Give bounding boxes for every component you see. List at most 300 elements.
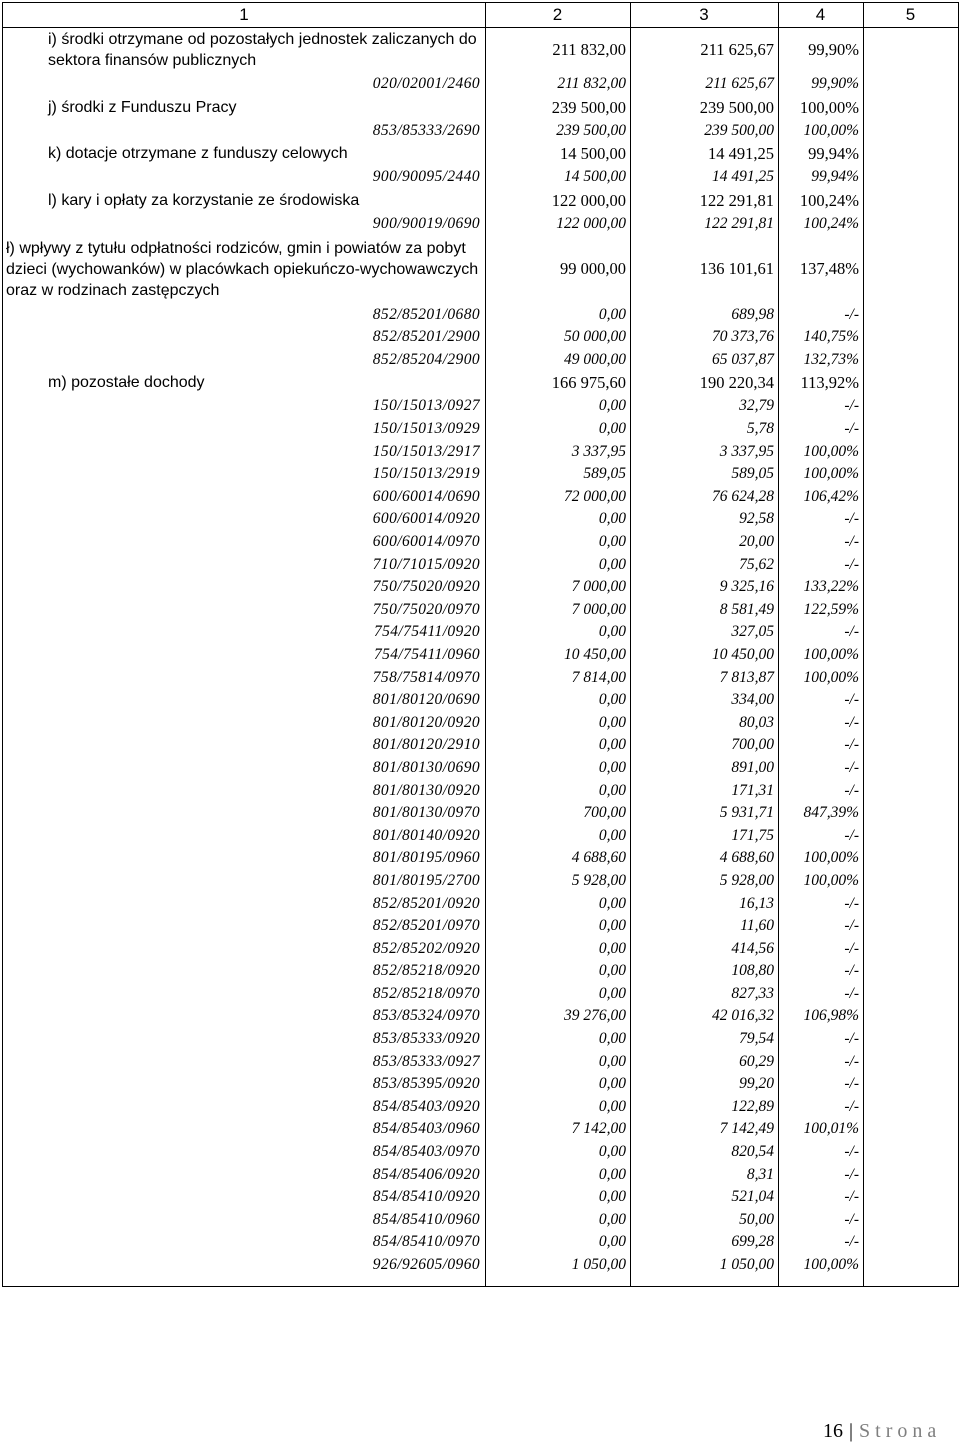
empty-cell [863,395,958,418]
empty-cell [863,734,958,757]
execution-value: 65 037,87 [712,350,774,368]
empty-cell [863,142,958,166]
detail-row [3,666,958,689]
classification-code: 900/90095/2440 [372,168,480,186]
classification-code: 854/85410/0920 [372,1188,480,1206]
detail-row [3,120,958,143]
execution-value: 99,20 [739,1075,774,1093]
empty-cell [863,689,958,712]
detail-row [3,531,958,554]
plan-value: 0,00 [598,691,626,709]
detail-row [3,73,958,96]
classification-code: 801/80120/0920 [372,713,480,731]
percent-value: 132,73% [803,350,859,368]
detail-row [3,1028,958,1051]
execution-value: 7 142,49 [719,1120,774,1138]
empty-cell [863,96,958,120]
classification-code: 854/85406/0920 [372,1165,480,1183]
execution-value: 3 337,95 [719,442,774,460]
empty-cell [863,531,958,554]
detail-row [3,486,958,509]
execution-value: 211 625,67 [705,75,774,93]
plan-value: 0,00 [598,510,626,528]
classification-code: 150/15013/0929 [372,420,480,438]
execution-value: 50,00 [739,1210,774,1228]
plan-value: 14 500,00 [564,168,626,186]
category-label: l) kary i opłaty za korzystanie ze środowiska [48,191,360,209]
percent-value: -/- [844,1165,859,1183]
plan-value: 0,00 [598,1143,626,1161]
empty-cell [863,1141,958,1164]
classification-code: 754/75411/0960 [373,645,480,663]
execution-value: 8 581,49 [719,600,774,618]
detail-row [3,1118,958,1141]
empty-cell [863,326,958,349]
classification-code: 852/85218/0920 [372,962,480,980]
execution-value: 4 688,60 [719,849,774,867]
classification-code: 801/80195/2700 [372,871,480,889]
percent-value: -/- [844,1188,859,1206]
execution-value: 521,04 [731,1188,774,1206]
percent-value: -/- [844,623,859,641]
percent-value: 99,90% [808,40,859,59]
plan-value: 0,00 [598,1210,626,1228]
percent-value: 100,00% [803,849,859,867]
classification-code: 600/60014/0920 [372,510,480,528]
detail-row [3,1231,958,1254]
plan-value: 7 000,00 [571,578,626,596]
category-row [3,96,958,120]
footer-separator: | [849,1420,854,1442]
percent-value: 133,22% [803,578,859,596]
empty-cell [863,1186,958,1209]
plan-value: 700,00 [583,804,626,822]
classification-code: 150/15013/2917 [372,442,480,460]
detail-row [3,349,958,372]
detail-row [3,1254,958,1277]
execution-value: 11,60 [740,917,774,935]
classification-code: 801/80120/2910 [372,736,480,754]
empty-cell [863,463,958,486]
plan-value: 0,00 [598,305,626,323]
empty-cell [863,847,958,870]
execution-value: 891,00 [731,758,774,776]
execution-value: 5 931,71 [719,804,774,822]
detail-row [3,1073,958,1096]
percent-value: 106,98% [803,1007,859,1025]
classification-code: 758/75814/0970 [372,668,480,686]
percent-value: -/- [844,1075,859,1093]
percent-value: 100,00% [803,1256,859,1274]
detail-row [3,1163,958,1186]
table-header-row [3,3,958,27]
column-header-3: 3 [699,5,709,24]
category-label: k) dotacje otrzymane z funduszy celowych [48,145,348,163]
column-header-4: 4 [815,5,826,24]
classification-code: 852/85201/0920 [372,894,480,912]
execution-value: 589,05 [731,465,774,483]
percent-value: -/- [844,962,859,980]
execution-value: 171,31 [731,781,774,799]
detail-row [3,621,958,644]
percent-value: -/- [844,510,859,528]
execution-value: 190 220,34 [699,373,774,393]
plan-value: 239 500,00 [556,121,626,139]
plan-value: 0,00 [598,758,626,776]
percent-value: -/- [844,713,859,731]
empty-cell [863,213,958,236]
execution-value: 1 050,00 [719,1256,774,1274]
execution-value: 70 373,76 [712,328,774,346]
classification-code: 801/80130/0920 [372,781,480,799]
detail-row [3,983,958,1006]
detail-row [3,440,958,463]
percent-value: -/- [844,420,859,438]
percent-value: -/- [844,1233,859,1251]
execution-value: 327,05 [731,623,774,641]
empty-cell [863,371,958,395]
plan-value: 122 000,00 [556,215,626,233]
detail-row [3,937,958,960]
empty-cell [863,621,958,644]
percent-value: -/- [844,1052,859,1070]
percent-value: 99,94% [808,144,859,164]
plan-value: 122 000,00 [551,190,626,210]
percent-value: -/- [844,1210,859,1228]
plan-value: 1 050,00 [571,1256,626,1274]
plan-value: 0,00 [598,420,626,438]
plan-value: 166 975,60 [551,373,626,393]
empty-cell [863,120,958,143]
execution-value: 42 016,32 [712,1007,774,1025]
plan-value: 0,00 [598,1052,626,1070]
detail-row [3,213,958,236]
plan-value: 0,00 [598,1188,626,1206]
classification-code: 926/92605/0960 [372,1256,480,1274]
empty-cell [863,486,958,509]
empty-cell [863,189,958,213]
percent-value: -/- [844,939,859,957]
execution-value: 211 625,67 [700,40,774,59]
percent-value: -/- [844,1143,859,1161]
percent-value: 140,75% [803,328,859,346]
classification-code: 710/71015/0920 [372,555,480,573]
plan-value: 39 276,00 [564,1007,626,1025]
plan-value: 211 832,00 [557,75,626,93]
execution-value: 32,79 [739,397,774,415]
detail-row [3,326,958,349]
plan-value: 0,00 [598,894,626,912]
category-label: j) środki z Funduszu Pracy [48,98,237,116]
plan-value: 50 000,00 [564,328,626,346]
detail-row [3,1050,958,1073]
classification-code: 801/80140/0920 [372,826,480,844]
empty-cell [863,1005,958,1028]
plan-value: 0,00 [598,917,626,935]
detail-row [3,1209,958,1232]
execution-value: 700,00 [731,736,774,754]
plan-value: 10 450,00 [564,645,626,663]
plan-value: 5 928,00 [571,871,626,889]
percent-value: 100,00% [803,121,859,139]
plan-value: 0,00 [598,781,626,799]
classification-code: 854/85403/0920 [372,1097,480,1115]
plan-value: 0,00 [598,1165,626,1183]
execution-value: 9 325,16 [719,578,774,596]
plan-value: 0,00 [598,1233,626,1251]
empty-cell [863,303,958,326]
detail-row [3,689,958,712]
detail-row [3,418,958,441]
empty-cell [863,1096,958,1119]
detail-row [3,166,958,189]
empty-cell [863,711,958,734]
execution-value: 820,54 [731,1143,774,1161]
empty-cell [863,870,958,893]
classification-code: 852/85201/0970 [372,917,480,935]
execution-value: 92,58 [739,510,774,528]
detail-row [3,915,958,938]
empty-cell [863,892,958,915]
classification-code: 150/15013/0927 [372,397,480,415]
empty-cell [863,937,958,960]
footer-label: Strona [859,1420,942,1442]
page-footer [823,1420,941,1443]
classification-code: 750/75020/0920 [372,578,480,596]
percent-value: 847,39% [803,804,859,822]
detail-row [3,824,958,847]
classification-code: 853/85333/0927 [372,1052,480,1070]
plan-value: 7 142,00 [571,1120,626,1138]
execution-value: 76 624,28 [712,487,774,505]
empty-cell [863,349,958,372]
plan-value: 99 000,00 [560,259,626,279]
classification-code: 853/85395/0920 [372,1075,480,1093]
plan-value: 211 832,00 [552,40,626,59]
percent-value: 122,59% [803,600,859,618]
classification-code: 852/85204/2900 [372,350,480,368]
execution-value: 5 928,00 [719,871,774,889]
plan-value: 0,00 [598,533,626,551]
plan-value: 589,05 [583,465,626,483]
empty-cell [863,779,958,802]
classification-code: 801/80195/0960 [372,849,480,867]
column-header-1: 1 [239,5,249,24]
plan-value: 72 000,00 [564,487,626,505]
plan-value: 0,00 [598,1075,626,1093]
percent-value: 106,42% [803,487,859,505]
detail-row [3,757,958,780]
category-label: i) środki otrzymane od pozostałych jednostek zaliczanych do sektora finansów publicznych [48,31,477,69]
execution-value: 80,03 [739,713,774,731]
classification-code: 600/60014/0690 [372,487,480,505]
empty-cell [863,576,958,599]
classification-code: 801/80130/0970 [372,804,480,822]
empty-cell [863,1028,958,1051]
percent-value: -/- [844,1097,859,1115]
plan-value: 0,00 [598,984,626,1002]
detail-row [3,779,958,802]
category-row [3,142,958,166]
category-row [3,27,958,73]
empty-cell [863,1073,958,1096]
empty-cell [863,1118,958,1141]
detail-row [3,892,958,915]
percent-value: 100,24% [799,190,859,210]
execution-value: 79,54 [739,1030,774,1048]
empty-cell [863,983,958,1006]
classification-code: 854/85403/0970 [372,1143,480,1161]
execution-value: 7 813,87 [719,668,774,686]
plan-value: 0,00 [598,713,626,731]
percent-value: 100,00% [803,871,859,889]
detail-row [3,463,958,486]
category-row [3,235,958,303]
percent-value: -/- [844,533,859,551]
execution-value: 16,13 [739,894,774,912]
execution-value: 171,75 [731,826,774,844]
category-label: m) pozostałe dochody [48,374,205,392]
classification-code: 854/85410/0960 [372,1210,480,1228]
empty-cell [863,166,958,189]
percent-value: -/- [844,1030,859,1048]
plan-value: 0,00 [598,826,626,844]
revenue-table [3,3,958,1276]
plan-value: 3 337,95 [571,442,626,460]
percent-value: -/- [844,781,859,799]
column-header-2: 2 [552,5,563,24]
execution-value: 14 491,25 [712,168,774,186]
execution-value: 122 291,81 [704,215,774,233]
classification-code: 900/90019/0690 [372,215,480,233]
percent-value: 100,01% [803,1120,859,1138]
detail-row [3,1096,958,1119]
classification-code: 600/60014/0970 [372,533,480,551]
percent-value: -/- [844,691,859,709]
detail-row [3,644,958,667]
classification-code: 853/85333/2690 [372,121,480,139]
category-row [3,371,958,395]
execution-value: 689,98 [731,305,774,323]
detail-row [3,553,958,576]
plan-value: 0,00 [598,939,626,957]
execution-value: 122 291,81 [699,190,774,210]
detail-row [3,599,958,622]
plan-value: 0,00 [598,623,626,641]
classification-code: 853/85324/0970 [372,1007,480,1025]
empty-cell [863,757,958,780]
plan-value: 4 688,60 [571,849,626,867]
execution-value: 10 450,00 [712,645,774,663]
classification-code: 854/85410/0970 [372,1233,480,1251]
empty-cell [863,666,958,689]
percent-value: 100,00% [803,645,859,663]
empty-cell [863,27,958,73]
percent-value: -/- [844,555,859,573]
classification-code: 852/85201/2900 [372,328,480,346]
percent-value: 99,94% [811,168,859,186]
category-label: ł) wpływy z tytułu odpłatności rodziców, gmin i powiatów za pobyt dzieci (wychowanków) w placówkach opiekuńczo-wychowawczych oraz w rodzinach zastępczych [6,239,479,299]
execution-value: 136 101,61 [699,259,774,279]
detail-row [3,576,958,599]
empty-cell [863,440,958,463]
plan-value: 0,00 [598,1030,626,1048]
empty-cell [863,824,958,847]
classification-code: 754/75411/0920 [373,623,480,641]
plan-value: 7 814,00 [571,668,626,686]
empty-cell [863,1231,958,1254]
execution-value: 60,29 [739,1052,774,1070]
empty-cell [863,644,958,667]
execution-value: 5,78 [746,420,774,438]
empty-cell [863,553,958,576]
percent-value: -/- [844,894,859,912]
classification-code: 852/85202/0920 [372,939,480,957]
empty-cell [863,960,958,983]
empty-cell [863,1163,958,1186]
classification-code: 854/85403/0960 [372,1120,480,1138]
execution-value: 20,00 [739,533,774,551]
execution-value: 75,62 [739,555,774,573]
page-number: 16 [823,1420,843,1442]
empty-cell [863,599,958,622]
execution-value: 14 491,25 [708,144,774,164]
detail-row [3,1005,958,1028]
classification-code: 750/75020/0970 [372,600,480,618]
classification-code: 852/85218/0970 [372,984,480,1002]
percent-value: 99,90% [811,75,859,93]
detail-row [3,711,958,734]
classification-code: 852/85201/0680 [372,305,480,323]
execution-value: 239 500,00 [704,121,774,139]
percent-value: 113,92% [800,373,859,393]
detail-row [3,303,958,326]
empty-cell [863,1050,958,1073]
classification-code: 020/02001/2460 [372,75,480,93]
execution-value: 239 500,00 [699,97,774,117]
detail-row [3,395,958,418]
percent-value: -/- [844,397,859,415]
plan-value: 239 500,00 [551,97,626,117]
plan-value: 0,00 [598,555,626,573]
percent-value: 137,48% [799,259,859,279]
detail-row [3,960,958,983]
detail-row [3,1186,958,1209]
detail-row [3,870,958,893]
plan-value: 7 000,00 [571,600,626,618]
empty-cell [863,1209,958,1232]
plan-value: 14 500,00 [560,144,626,164]
empty-cell [863,73,958,96]
percent-value: -/- [844,917,859,935]
plan-value: 0,00 [598,1097,626,1115]
percent-value: 100,00% [799,97,859,117]
execution-value: 414,56 [731,939,774,957]
execution-value: 108,80 [731,962,774,980]
detail-row [3,1141,958,1164]
percent-value: 100,00% [803,465,859,483]
plan-value: 0,00 [598,962,626,980]
plan-value: 0,00 [598,736,626,754]
classification-code: 150/15013/2919 [372,465,480,483]
percent-value: 100,00% [803,442,859,460]
percent-value: -/- [844,736,859,754]
percent-value: 100,24% [803,215,859,233]
execution-value: 122,89 [731,1097,774,1115]
percent-value: -/- [844,305,859,323]
execution-value: 699,28 [731,1233,774,1251]
percent-value: -/- [844,758,859,776]
